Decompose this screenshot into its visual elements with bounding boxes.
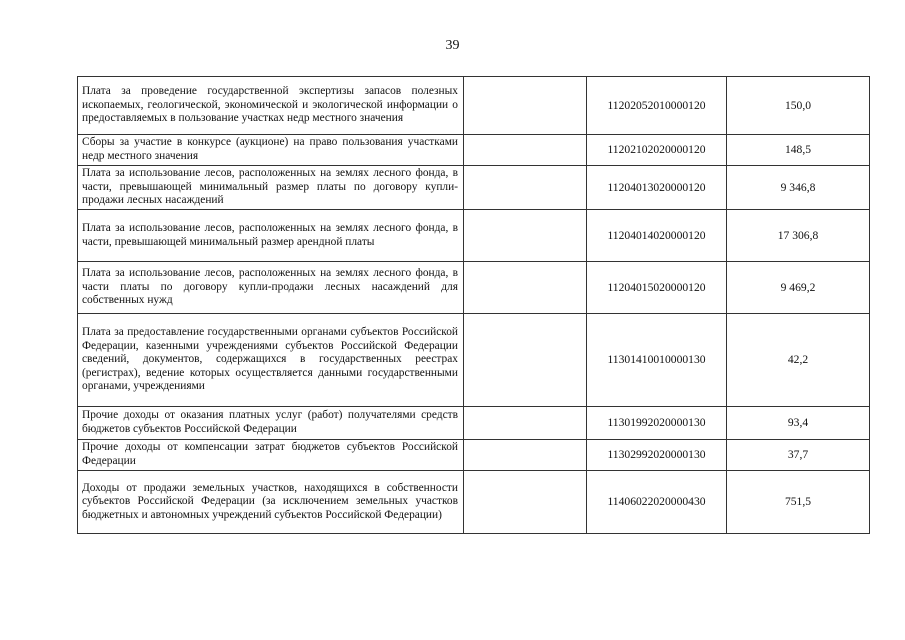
table-row [78,135,870,166]
row-amount: 751,5 [727,471,870,534]
table-row [78,166,870,210]
row-code: 11202102020000120 [587,135,727,166]
row-empty-cell [464,314,587,407]
row-description: Прочие доходы от оказания платных услуг (работ) получателями средств бюджетов субъектов Российской Федерации [78,407,464,440]
row-amount: 9 469,2 [727,262,870,314]
row-description: Плата за использование лесов, расположенных на землях лесного фонда, в части, превышающей минимальный размер арендной платы [78,210,464,262]
row-empty-cell [464,77,587,135]
row-code: 11204014020000120 [587,210,727,262]
row-empty-cell [464,135,587,166]
row-amount: 148,5 [727,135,870,166]
row-empty-cell [464,407,587,440]
row-empty-cell [464,471,587,534]
revenue-table-body [78,77,870,534]
row-description: Плата за использование лесов, расположенных на землях лесного фонда, в части платы по договору купли-продажи лесных насаждений для собственных нужд [78,262,464,314]
row-amount: 93,4 [727,407,870,440]
table-row [78,314,870,407]
row-code: 11204013020000120 [587,166,727,210]
row-code: 11301992020000130 [587,407,727,440]
row-code: 11204015020000120 [587,262,727,314]
page-number: 39 [445,38,460,53]
row-code: 11302992020000130 [587,440,727,471]
row-empty-cell [464,440,587,471]
row-description: Доходы от продажи земельных участков, находящихся в собственности субъектов Российской Федерации (за исключением земельных участков бюджетных и автономных учреждений субъектов Российской Федерации) [78,471,464,534]
row-description: Прочие доходы от компенсации затрат бюджетов субъектов Российской Федерации [78,440,464,471]
row-description: Плата за предоставление государственными органами субъектов Российской Федерации, казенными учреждениями субъектов Российской Федерации сведений, документов, содержащихся в государственных реестрах (регистрах), ведение которых осуществляется данными государственными органами, учреждениями [78,314,464,407]
row-description: Плата за проведение государственной экспертизы запасов полезных ископаемых, геологической, экономической и экологической информации о предоставляемых в пользование участках недр местного значения [78,77,464,135]
row-amount: 150,0 [727,77,870,135]
row-empty-cell [464,262,587,314]
table-row [78,407,870,440]
row-empty-cell [464,210,587,262]
row-amount: 17 306,8 [727,210,870,262]
revenue-table [77,76,870,534]
row-code: 11202052010000120 [587,77,727,135]
table-row [78,471,870,534]
row-amount: 37,7 [727,440,870,471]
table-row [78,440,870,471]
table-row [78,262,870,314]
row-empty-cell [464,166,587,210]
row-description: Плата за использование лесов, расположенных на землях лесного фонда, в части, превышающей минимальный размер платы по договору купли-продажи лесных насаждений [78,166,464,210]
row-code: 11406022020000430 [587,471,727,534]
row-amount: 42,2 [727,314,870,407]
row-description: Сборы за участие в конкурсе (аукционе) на право пользования участками недр местного значения [78,135,464,166]
table-row [78,210,870,262]
table-row [78,77,870,135]
row-code: 11301410010000130 [587,314,727,407]
row-amount: 9 346,8 [727,166,870,210]
